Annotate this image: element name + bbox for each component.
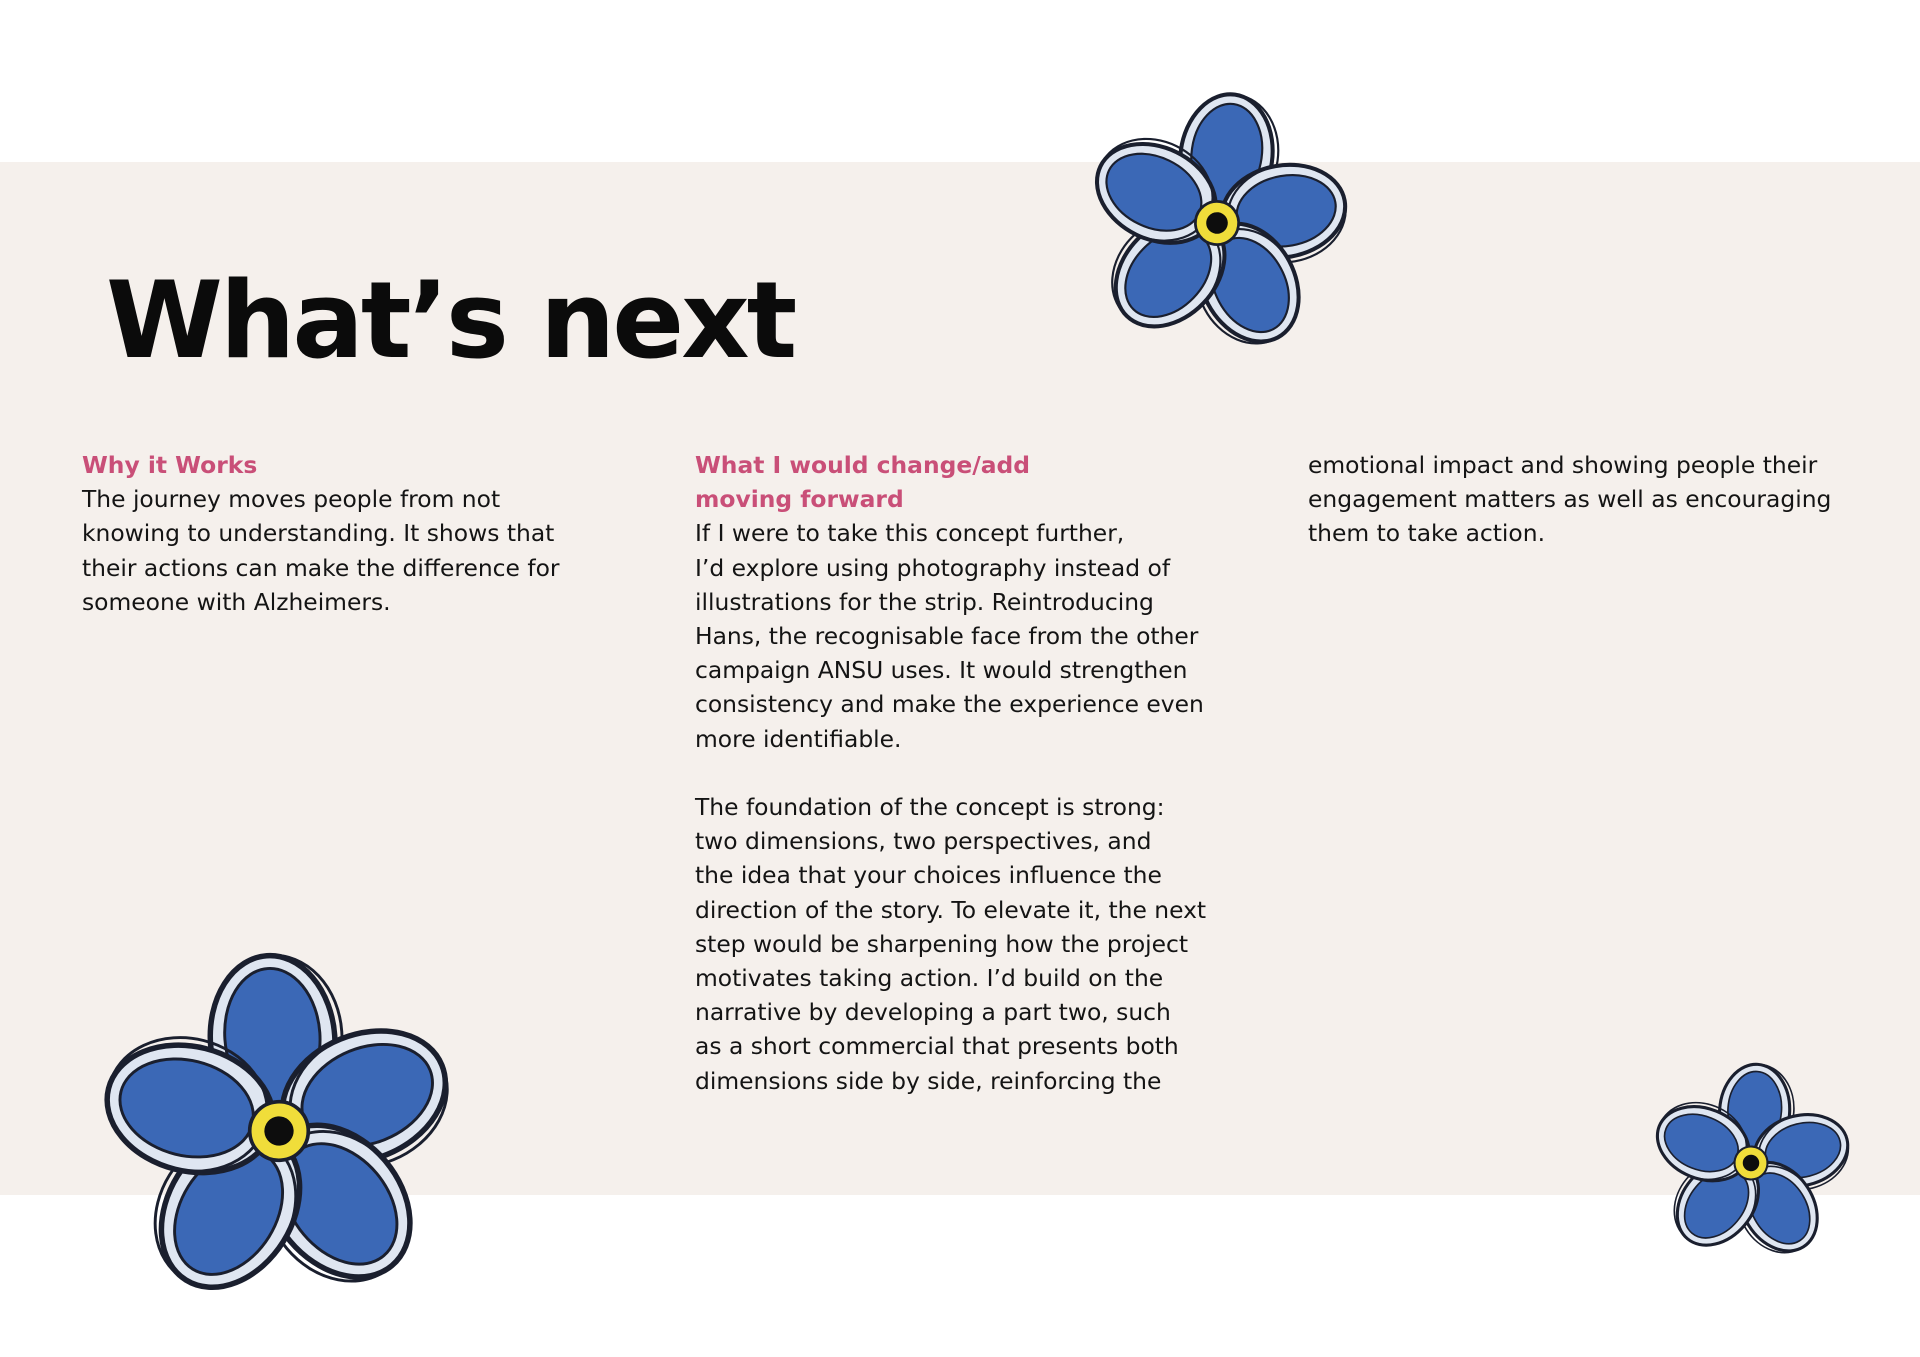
body-line: them to take action. (1308, 519, 1546, 548)
forget-me-not-flower-icon (1648, 1060, 1854, 1266)
forget-me-not-flower-icon (1082, 88, 1352, 358)
body-line: more identifiable. (695, 724, 902, 753)
body-line: campaign ANSU uses. It would strengthen (695, 656, 1188, 685)
body-line: The foundation of the concept is strong: (695, 793, 1165, 822)
body-line: engagement matters as well as encouraging (1308, 485, 1832, 514)
section-heading: Why it Works (82, 451, 258, 479)
body-line: The journey moves people from not (82, 485, 501, 514)
body-line: as a short commercial that presents both (695, 1032, 1179, 1061)
body-line: narrative by developing a part two, such (695, 998, 1171, 1027)
body-line: I’d explore using photography instead of (695, 553, 1171, 582)
body-line: someone with Alzheimers. (82, 587, 391, 616)
body-line: knowing to understanding. It shows that (82, 519, 555, 548)
body-line: step would be sharpening how the project (695, 929, 1189, 958)
body-line: illustrations for the strip. Reintroducing (695, 587, 1154, 616)
section-heading: moving forward (695, 485, 904, 514)
body-line: their actions can make the difference for (82, 553, 560, 582)
column-continuation (1308, 448, 1868, 551)
body-line: direction of the story. To elevate it, the next (695, 895, 1207, 924)
body-line: Hans, the recognisable face from the other (695, 622, 1199, 651)
forget-me-not-flower-icon (96, 948, 462, 1314)
paragraph-gap (695, 756, 1255, 790)
body-line: consistency and make the experience even (695, 690, 1204, 719)
page-title: What’s next (106, 259, 795, 382)
column-why-it-works (82, 448, 642, 619)
body-line: motivates taking action. I’d build on the (695, 964, 1164, 993)
body-line: dimensions side by side, reinforcing the (695, 1066, 1162, 1095)
column-change-add (695, 448, 1255, 1098)
body-line: the idea that your choices influence the (695, 861, 1162, 890)
body-line: two dimensions, two perspectives, and (695, 827, 1152, 856)
body-line: emotional impact and showing people their (1308, 451, 1818, 479)
section-heading: What I would change/add (695, 451, 1031, 479)
body-line: If I were to take this concept further, (695, 519, 1125, 548)
